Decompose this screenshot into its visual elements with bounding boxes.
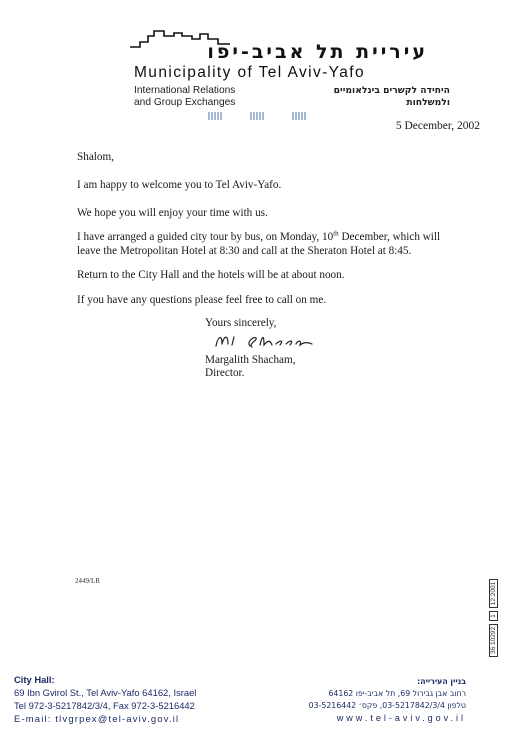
department-he-line-2: ולמשלחות — [406, 97, 450, 108]
footer-hebrew — [280, 676, 466, 724]
municipality-english-name: Municipality of Tel Aviv-Yafo — [134, 64, 365, 81]
footer-hebrew-phone: טלפון 03-5217842/3/4, פקס׳ 03-5216442 — [308, 701, 466, 710]
department-hebrew — [290, 85, 450, 109]
paragraph-city-tour — [77, 230, 457, 258]
paragraph-return: Return to the City Hall and the hotels will be at about noon. — [77, 269, 345, 281]
form-code-date: 12.2001 — [489, 579, 498, 609]
signer-block — [205, 354, 296, 380]
footer-hebrew-label: בניין העירייה: — [417, 677, 466, 686]
department-en-line-2: and Group Exchanges — [134, 97, 236, 108]
department-he-line-1: היחידה לקשרים בינלאומיים — [333, 85, 450, 96]
form-code — [490, 581, 497, 660]
decorative-dots — [250, 112, 264, 120]
paragraph-questions: If you have any questions please feel free to call on me. — [77, 294, 327, 306]
footer-address: 69 Ibn Gvirol St., Tel Aviv-Yafo 64162, Israel — [14, 687, 197, 698]
salutation: Shalom, — [77, 151, 114, 163]
tour-text-part-2: December, which will leave the Metropolitan Hotel at 8:30 and call at the Sheraton Hotel at 8:45. — [77, 231, 441, 257]
footer-phone: Tel 972-3-5217842/3/4, Fax 972-3-5216442 — [14, 700, 195, 711]
signer-name: Margalith Shacham, — [205, 354, 296, 366]
municipality-hebrew-name: עיריית תל אביב-יפו — [207, 41, 428, 63]
department-english — [134, 85, 274, 109]
footer-english — [14, 673, 274, 725]
handwritten-signature — [210, 328, 320, 352]
letter-date: 5 December, 2002 — [395, 120, 480, 132]
form-code-number: 36 10292 — [489, 624, 498, 657]
form-code-box: 1 — [489, 611, 498, 621]
footer-website[interactable]: www.tel-aviv.gov.il — [336, 713, 466, 723]
department-en-line-1: International Relations — [134, 85, 236, 96]
decorative-dots — [292, 112, 306, 120]
footer-city-hall-label: City Hall: — [14, 674, 55, 685]
footer-hebrew-address: רחוב אבן גבירול 69, תל אביב-יפו 64162 — [328, 689, 466, 698]
paragraph-enjoy: We hope you will enjoy your time with us. — [77, 207, 268, 219]
ordinal-suffix: th — [333, 229, 339, 238]
tour-text-part-1: I have arranged a guided city tour by bus, on Monday, 10 — [77, 231, 334, 243]
closing: Yours sincerely, — [205, 317, 277, 329]
paragraph-welcome: I am happy to welcome you to Tel Aviv-Yafo. — [77, 179, 282, 191]
decorative-dots — [208, 112, 222, 120]
signer-title: Director. — [205, 367, 245, 379]
footer-email[interactable]: E-mail: tlvgrpex@tel-aviv.gov.il — [14, 713, 180, 724]
reference-number: 2449/LR — [75, 577, 100, 585]
